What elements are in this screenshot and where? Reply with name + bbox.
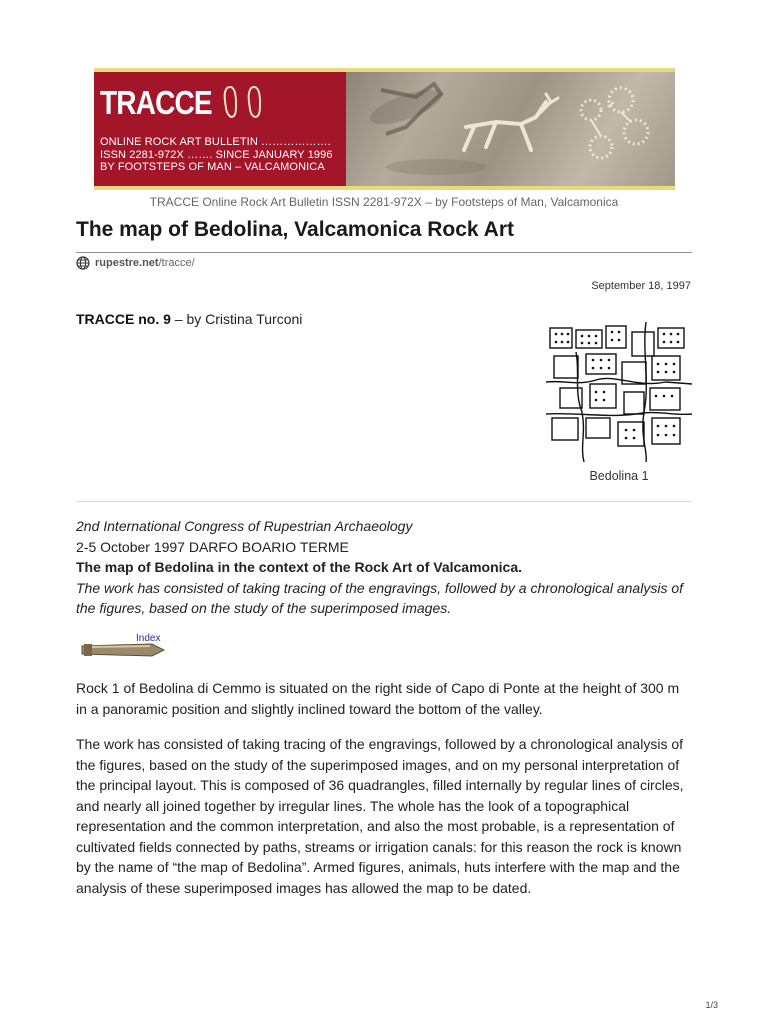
brand-logo: TRACCE: [100, 84, 212, 121]
footprints-icon: [222, 84, 268, 120]
source-link[interactable]: [76, 256, 195, 270]
figure-caption: Bedolina 1: [589, 469, 649, 483]
rock-engravings-image: [346, 72, 669, 186]
banner-text: [100, 136, 333, 174]
congress-block: [76, 516, 692, 619]
rock-art-photo: [346, 72, 675, 186]
byline: [76, 311, 302, 327]
title-divider: [76, 252, 692, 253]
banner-line-2: ISSN 2281-972X ……. SINCE JANUARY 1996: [100, 148, 333, 161]
bedolina-map-drawing: [546, 322, 692, 462]
section-divider: [76, 501, 692, 502]
paragraph-1: Rock 1 of Bedolina di Cemmo is situated on the right side of Capo di Ponte at the height of 300 m in a panoramic position and slightly inclined toward the bottom of the valley.: [76, 680, 680, 717]
page-number: 1/3: [705, 1000, 718, 1010]
index-label[interactable]: Index: [136, 633, 161, 644]
globe-icon: [76, 256, 90, 270]
banner-line-3: BY FOOTSTEPS OF MAN – VALCAMONICA: [100, 161, 325, 173]
paper-title: The map of Bedolina in the context of the Rock Art of Valcamonica.: [76, 559, 522, 575]
page-title: The map of Bedolina, Valcamonica Rock Art: [76, 218, 514, 241]
issue-number: TRACCE no. 9: [76, 311, 171, 327]
publish-date: September 18, 1997: [591, 280, 691, 292]
index-arrow-icon: [80, 632, 166, 664]
banner-caption: TRACCE Online Rock Art Bulletin ISSN 2281-972X – by Footsteps of Man, Valcamonica: [149, 195, 619, 209]
congress-dates: 2-5 October 1997 DARFO BOARIO TERME: [76, 538, 349, 555]
banner-line-1: ONLINE ROCK ART BULLETIN ……………….: [100, 136, 331, 148]
banner-red-panel: [94, 72, 346, 186]
source-domain[interactable]: rupestre.net: [95, 257, 159, 269]
index-button[interactable]: [80, 632, 166, 664]
source-path[interactable]: /tracce/: [158, 257, 195, 269]
paper-abstract: The work has consisted of taking tracing of the engravings, followed by a chronological analysis of the figures, based on the study of the superimposed images.: [76, 579, 684, 616]
congress-line: 2nd International Congress of Rupestrian Archaeology: [76, 518, 413, 534]
byline-author: – by Cristina Turconi: [170, 311, 303, 327]
bedolina-map-image: [546, 322, 692, 462]
paragraph-2: The work has consisted of taking tracing of the engravings, followed by a chronological analysis of the figures, based on the study of the superimposed images, and on my personal interpretation of the principal layout. This is composed of 36 quadrangles, filled internally by regular lines of circles, and nearly all joined together by irregular lines. The whole has the look of a topographical representation and the common interpretation, and also the most probable, is a representation of cultivated fields connected by paths, streams or irrigation canals: for this reason the rock is known by the name of “the map of Bedolina”. Armed figures, animals, huts interfere with the map and the analysis of these superimposed images has allowed the map to be dated.: [76, 736, 684, 896]
banner: [94, 68, 675, 190]
